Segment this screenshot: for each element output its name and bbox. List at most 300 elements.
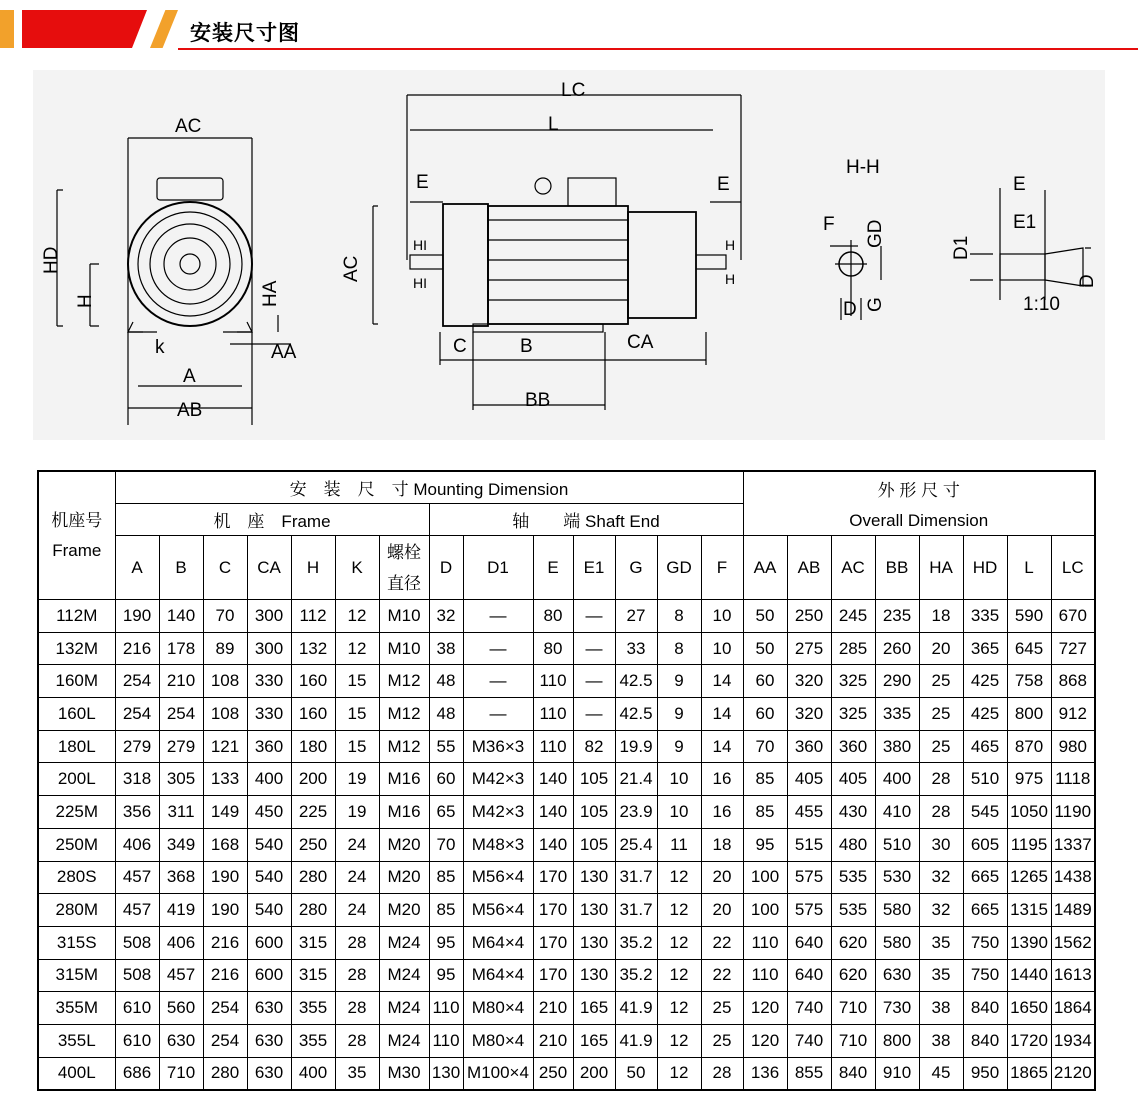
table-cell: 180	[291, 730, 335, 763]
table-cell: 1195	[1007, 828, 1051, 861]
column-header: F	[701, 536, 743, 600]
table-cell: 70	[743, 730, 787, 763]
table-cell: 130	[573, 894, 615, 927]
table-cell: 540	[247, 894, 291, 927]
table-cell: 235	[875, 600, 919, 633]
table-cell: 50	[615, 1057, 657, 1090]
column-header: AC	[831, 536, 875, 600]
table-cell: 60	[429, 763, 463, 796]
table-cell: 15	[335, 730, 379, 763]
column-header: BB	[875, 536, 919, 600]
table-cell: 630	[159, 1024, 203, 1057]
table-cell: 245	[831, 600, 875, 633]
table-cell: 740	[787, 1024, 831, 1057]
table-cell: 1265	[1007, 861, 1051, 894]
table-cell: 280	[291, 861, 335, 894]
table-cell: 406	[115, 828, 159, 861]
table-cell: 50	[743, 600, 787, 633]
table-cell: 419	[159, 894, 203, 927]
table-cell: 510	[875, 828, 919, 861]
table-cell: 170	[533, 959, 573, 992]
label-e-shaft: E	[1013, 174, 1026, 195]
table-cell: 14	[701, 665, 743, 698]
column-header: G	[615, 536, 657, 600]
table-cell: 10	[657, 763, 701, 796]
table-cell: 165	[573, 992, 615, 1025]
table-cell: 120	[743, 1024, 787, 1057]
table-cell: 31.7	[615, 894, 657, 927]
table-cell: 868	[1051, 665, 1095, 698]
table-cell: 32	[429, 600, 463, 633]
table-cell: 121	[203, 730, 247, 763]
column-header: A	[115, 536, 159, 600]
table-cell: 110	[743, 959, 787, 992]
table-cell: 8	[657, 632, 701, 665]
table-cell: 28	[335, 959, 379, 992]
table-cell: 630	[875, 959, 919, 992]
table-cell: 10	[701, 632, 743, 665]
label-g: G	[865, 297, 886, 312]
table-cell: 24	[335, 894, 379, 927]
table-cell: 16	[701, 763, 743, 796]
frame-cell: 112M	[38, 600, 115, 633]
table-cell: 130	[573, 926, 615, 959]
table-cell: 1613	[1051, 959, 1095, 992]
frame-cell: 160L	[38, 698, 115, 731]
table-cell: 11	[657, 828, 701, 861]
table-cell: 330	[247, 698, 291, 731]
table-cell: 170	[533, 861, 573, 894]
frame-cell: 200L	[38, 763, 115, 796]
table-cell: 24	[335, 861, 379, 894]
table-cell: 368	[159, 861, 203, 894]
table-cell: M12	[379, 698, 429, 731]
table-cell: 260	[875, 632, 919, 665]
table-cell: 216	[203, 926, 247, 959]
label-ac-front: AC	[175, 116, 202, 137]
frame-cell: 250M	[38, 828, 115, 861]
table-cell: 560	[159, 992, 203, 1025]
table-cell: 28	[701, 1057, 743, 1090]
table-cell: 25	[919, 698, 963, 731]
table-cell: 840	[963, 1024, 1007, 1057]
table-cell: 1864	[1051, 992, 1095, 1025]
label-e-left: E	[416, 172, 429, 193]
table-cell: 30	[919, 828, 963, 861]
table-cell: 280	[291, 894, 335, 927]
label-hi-bottom: HI	[413, 275, 427, 291]
table-cell: 25	[919, 665, 963, 698]
table-cell: 32	[919, 861, 963, 894]
label-b: B	[520, 336, 533, 357]
table-cell: 41.9	[615, 992, 657, 1025]
table-cell: 620	[831, 926, 875, 959]
label-ac-side: AC	[341, 255, 362, 282]
column-header: B	[159, 536, 203, 600]
table-cell: 290	[875, 665, 919, 698]
table-cell: 360	[247, 730, 291, 763]
table-cell: 480	[831, 828, 875, 861]
table-cell: 405	[787, 763, 831, 796]
table-cell: 42.5	[615, 665, 657, 698]
table-cell: 10	[657, 796, 701, 829]
table-cell: 758	[1007, 665, 1051, 698]
table-cell: 870	[1007, 730, 1051, 763]
table-row	[38, 665, 1095, 698]
table-cell: 140	[159, 600, 203, 633]
table-row	[38, 796, 1095, 829]
table-cell: M30	[379, 1057, 429, 1090]
table-cell: 535	[831, 861, 875, 894]
table-cell: 300	[247, 600, 291, 633]
table-cell: 335	[875, 698, 919, 731]
frame-cell: 280S	[38, 861, 115, 894]
table-cell: 360	[787, 730, 831, 763]
table-cell: 315	[291, 926, 335, 959]
table-cell: 305	[159, 763, 203, 796]
table-cell: —	[573, 600, 615, 633]
table-cell: 20	[701, 894, 743, 927]
table-cell: 70	[429, 828, 463, 861]
table-cell: 210	[159, 665, 203, 698]
table-cell: 630	[247, 1024, 291, 1057]
table-cell: 12	[657, 1024, 701, 1057]
table-cell: 200	[573, 1057, 615, 1090]
table-cell: 95	[429, 959, 463, 992]
table-cell: M16	[379, 763, 429, 796]
table-cell: 38	[919, 992, 963, 1025]
frame-cell: 315M	[38, 959, 115, 992]
mounting-dimension-header: 安 装 尺 寸 Mounting Dimension	[115, 471, 743, 504]
table-row	[38, 600, 1095, 633]
table-cell: 19	[335, 796, 379, 829]
table-cell: 31.7	[615, 861, 657, 894]
table-cell: 405	[831, 763, 875, 796]
table-cell: 610	[115, 1024, 159, 1057]
table-cell: 65	[429, 796, 463, 829]
table-cell: 82	[573, 730, 615, 763]
table-cell: 12	[335, 600, 379, 633]
table-row	[38, 632, 1095, 665]
table-cell: 620	[831, 959, 875, 992]
table-cell: M36×3	[463, 730, 533, 763]
table-cell: 254	[115, 665, 159, 698]
label-gd: GD	[865, 219, 886, 248]
label-d-section: D	[843, 299, 857, 320]
label-ha: HA	[260, 280, 281, 307]
section-title: 安装尺寸图	[190, 21, 300, 45]
table-cell: 35	[335, 1057, 379, 1090]
table-cell: M80×4	[463, 992, 533, 1025]
table-cell: M42×3	[463, 796, 533, 829]
column-header: HD	[963, 536, 1007, 600]
table-cell: 8	[657, 600, 701, 633]
column-header: D	[429, 536, 463, 600]
column-header: 螺栓直径	[379, 536, 429, 600]
table-cell: 356	[115, 796, 159, 829]
table-cell: 133	[203, 763, 247, 796]
table-cell: 465	[963, 730, 1007, 763]
column-header: AB	[787, 536, 831, 600]
table-cell: 12	[657, 959, 701, 992]
table-cell: 38	[429, 632, 463, 665]
table-cell: 540	[247, 828, 291, 861]
label-section-hh: H-H	[846, 157, 880, 178]
table-cell: 425	[963, 665, 1007, 698]
label-h: H	[75, 294, 96, 308]
column-header: E	[533, 536, 573, 600]
table-cell: 710	[831, 1024, 875, 1057]
table-cell: 85	[429, 861, 463, 894]
table-cell: 645	[1007, 632, 1051, 665]
table-cell: 15	[335, 665, 379, 698]
frame-header-cell	[38, 471, 115, 600]
table-cell: 12	[657, 861, 701, 894]
label-aa: AA	[271, 342, 297, 363]
table-cell: 325	[831, 698, 875, 731]
table-cell: 165	[573, 1024, 615, 1057]
table-cell: 710	[831, 992, 875, 1025]
table-cell: 1934	[1051, 1024, 1095, 1057]
table-cell: 355	[291, 992, 335, 1025]
table-cell: 540	[247, 861, 291, 894]
column-header: L	[1007, 536, 1051, 600]
table-cell: 85	[429, 894, 463, 927]
table-cell: 457	[115, 894, 159, 927]
dimension-drawing-svg	[33, 70, 1105, 440]
table-cell: 60	[743, 665, 787, 698]
table-cell: 22	[701, 926, 743, 959]
table-cell: 912	[1051, 698, 1095, 731]
label-l: L	[548, 114, 559, 135]
table-cell: 515	[787, 828, 831, 861]
frame-cell: 225M	[38, 796, 115, 829]
table-row	[38, 1057, 1095, 1090]
table-cell: 740	[787, 992, 831, 1025]
table-cell: 168	[203, 828, 247, 861]
label-hd: HD	[41, 246, 62, 274]
table-cell: 70	[203, 600, 247, 633]
table-cell: 1337	[1051, 828, 1095, 861]
table-cell: M64×4	[463, 926, 533, 959]
header-rule	[178, 48, 1138, 50]
frame-header-cn: 机座号	[51, 510, 103, 530]
table-cell: 60	[743, 698, 787, 731]
frame-sub-header: 机 座 Frame	[115, 504, 429, 536]
table-cell: 120	[743, 992, 787, 1025]
column-header: AA	[743, 536, 787, 600]
table-cell: —	[573, 698, 615, 731]
header-red-bar	[22, 10, 147, 48]
table-cell: 210	[533, 1024, 573, 1057]
table-row	[38, 894, 1095, 927]
table-cell: M12	[379, 665, 429, 698]
table-cell: 380	[875, 730, 919, 763]
table-cell: 1440	[1007, 959, 1051, 992]
table-cell: 25.4	[615, 828, 657, 861]
table-cell: 285	[831, 632, 875, 665]
frame-cell: 280M	[38, 894, 115, 927]
label-bb: BB	[525, 390, 551, 411]
table-cell: 325	[831, 665, 875, 698]
table-cell: 360	[831, 730, 875, 763]
table-cell: 455	[787, 796, 831, 829]
table-cell: 132	[291, 632, 335, 665]
table-cell: 600	[247, 926, 291, 959]
table-cell: 12	[657, 926, 701, 959]
table-cell: 320	[787, 665, 831, 698]
label-f: F	[823, 214, 835, 235]
column-header: HA	[919, 536, 963, 600]
table-cell: 50	[743, 632, 787, 665]
table-cell: 640	[787, 926, 831, 959]
table-cell: M16	[379, 796, 429, 829]
frame-cell: 355M	[38, 992, 115, 1025]
label-a: A	[183, 366, 196, 387]
table-cell: 279	[115, 730, 159, 763]
table-cell: 105	[573, 828, 615, 861]
table-cell: 18	[701, 828, 743, 861]
table-cell: M56×4	[463, 861, 533, 894]
table-cell: 508	[115, 959, 159, 992]
table-cell: 280	[203, 1057, 247, 1090]
table-cell: 32	[919, 894, 963, 927]
table-cell: 1390	[1007, 926, 1051, 959]
table-cell: 42.5	[615, 698, 657, 731]
table-cell: 457	[115, 861, 159, 894]
frame-cell: 315S	[38, 926, 115, 959]
table-cell: M20	[379, 861, 429, 894]
label-h-top: H	[725, 237, 736, 253]
table-cell: 110	[533, 730, 573, 763]
table-cell: 605	[963, 828, 1007, 861]
label-ab: AB	[177, 400, 203, 421]
table-cell: 216	[203, 959, 247, 992]
table-cell: M24	[379, 926, 429, 959]
overall-header-en: Overall Dimension	[849, 511, 989, 530]
table-cell: 108	[203, 665, 247, 698]
table-cell: —	[463, 698, 533, 731]
table-cell: 190	[115, 600, 159, 633]
table-cell: 1050	[1007, 796, 1051, 829]
table-cell: 800	[875, 1024, 919, 1057]
table-cell: 590	[1007, 600, 1051, 633]
table-cell: 20	[919, 632, 963, 665]
frame-cell: 180L	[38, 730, 115, 763]
table-cell: 89	[203, 632, 247, 665]
table-cell: 355	[291, 1024, 335, 1057]
table-cell: 25	[919, 730, 963, 763]
table-cell: 9	[657, 730, 701, 763]
table-cell: 28	[335, 926, 379, 959]
label-ca: CA	[627, 332, 654, 353]
table-cell: 9	[657, 665, 701, 698]
table-cell: 640	[787, 959, 831, 992]
label-d1: D1	[951, 235, 972, 260]
table-cell: 20	[701, 861, 743, 894]
table-cell: 95	[743, 828, 787, 861]
table-cell: 318	[115, 763, 159, 796]
table-cell: 855	[787, 1057, 831, 1090]
table-cell: 12	[657, 894, 701, 927]
table-cell: M56×4	[463, 894, 533, 927]
table-cell: 178	[159, 632, 203, 665]
column-header: LC	[1051, 536, 1095, 600]
label-e1: E1	[1013, 212, 1037, 233]
table-cell: 9	[657, 698, 701, 731]
table-cell: 25	[701, 992, 743, 1025]
table-cell: 254	[203, 992, 247, 1025]
table-cell: 216	[115, 632, 159, 665]
table-cell: 108	[203, 698, 247, 731]
table-row	[38, 730, 1095, 763]
label-c: C	[453, 336, 467, 357]
table-cell: 105	[573, 796, 615, 829]
table-cell: 575	[787, 894, 831, 927]
table-cell: 686	[115, 1057, 159, 1090]
table-cell: 110	[533, 665, 573, 698]
table-cell: 840	[963, 992, 1007, 1025]
table-cell: 1489	[1051, 894, 1095, 927]
table-cell: 750	[963, 959, 1007, 992]
table-cell: 24	[335, 828, 379, 861]
table-cell: 365	[963, 632, 1007, 665]
table-cell: 665	[963, 861, 1007, 894]
table-cell: 330	[247, 665, 291, 698]
column-header: E1	[573, 536, 615, 600]
table-row	[38, 861, 1095, 894]
table-cell: 100	[743, 861, 787, 894]
table-cell: 12	[335, 632, 379, 665]
table-cell: 730	[875, 992, 919, 1025]
table-cell: 55	[429, 730, 463, 763]
table-cell: 35	[919, 959, 963, 992]
table-cell: 41.9	[615, 1024, 657, 1057]
header-accent-bar	[0, 10, 14, 48]
table-cell: 510	[963, 763, 1007, 796]
table-cell: 110	[743, 926, 787, 959]
table-cell: 910	[875, 1057, 919, 1090]
table-cell: 508	[115, 926, 159, 959]
label-d-shaft: D	[1077, 274, 1098, 288]
table-cell: 400	[247, 763, 291, 796]
table-cell: 23.9	[615, 796, 657, 829]
table-cell: 315	[291, 959, 335, 992]
table-row	[38, 926, 1095, 959]
table-cell: 250	[533, 1057, 573, 1090]
table-cell: M48×3	[463, 828, 533, 861]
column-header: H	[291, 536, 335, 600]
table-cell: 35	[919, 926, 963, 959]
table-cell: 450	[247, 796, 291, 829]
table-cell: M80×4	[463, 1024, 533, 1057]
table-cell: 1562	[1051, 926, 1095, 959]
frame-cell: 400L	[38, 1057, 115, 1090]
table-cell: —	[573, 632, 615, 665]
table-cell: 48	[429, 698, 463, 731]
table-cell: 170	[533, 894, 573, 927]
table-cell: 727	[1051, 632, 1095, 665]
table-cell: M20	[379, 894, 429, 927]
table-cell: 95	[429, 926, 463, 959]
table-cell: 149	[203, 796, 247, 829]
table-cell: 27	[615, 600, 657, 633]
table-cell: 48	[429, 665, 463, 698]
table-cell: 190	[203, 861, 247, 894]
table-cell: 335	[963, 600, 1007, 633]
table-row	[38, 698, 1095, 731]
table-cell: 12	[657, 992, 701, 1025]
